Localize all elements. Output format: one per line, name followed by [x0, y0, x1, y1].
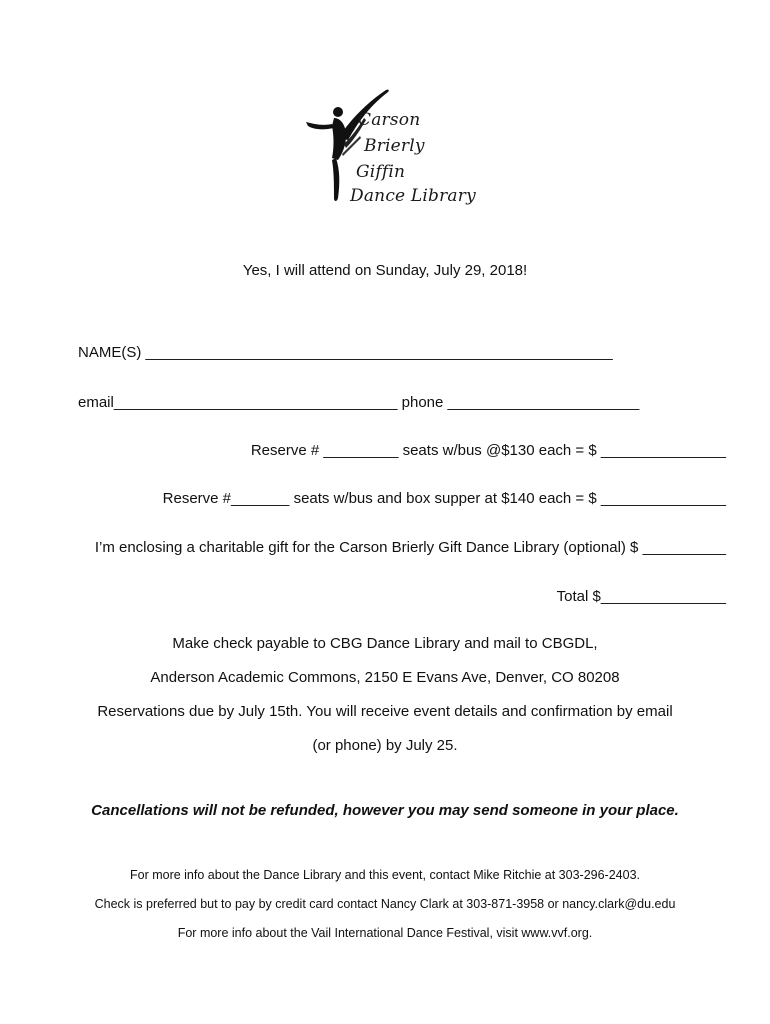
contact-line-1: For more info about the Dance Library and this event, contact Mike Ritchie at 303-296-2403.	[129, 868, 640, 882]
payment-instruction-line-3: Reservations due by July 15th. You will receive event details and confirmation by email	[97, 703, 673, 720]
reserve-bus-field[interactable]: Reserve # _________ seats w/bus @$130 each = $ _______________	[250, 442, 726, 459]
payment-instruction-line-2: Anderson Academic Commons, 2150 E Evans Ave, Denver, CO 80208	[150, 669, 620, 686]
contact-line-3: For more info about the Vail International Dance Festival, visit www.vvf.org.	[177, 926, 593, 940]
payment-instruction-line-1: Make check payable to CBG Dance Library and mail to CBGDL,	[172, 635, 598, 652]
email-phone-field[interactable]: email__________________________________ phone _______________________	[78, 394, 640, 411]
payment-instruction-line-4: (or phone) by July 25.	[312, 737, 458, 754]
names-field[interactable]: NAME(S) ________________________________________________________	[78, 344, 613, 361]
attendance-heading: Yes, I will attend on Sunday, July 29, 2018!	[242, 262, 528, 279]
logo-text-line-3: Giffin	[356, 162, 406, 182]
cancellation-notice: Cancellations will not be refunded, however you may send someone in your place.	[91, 802, 679, 819]
dance-library-logo	[300, 84, 476, 212]
total-field[interactable]: Total $_______________	[556, 588, 726, 605]
charitable-gift-field[interactable]: I’m enclosing a charitable gift for the Carson Brierly Gift Dance Library (optional) $ __________	[94, 539, 726, 556]
logo-text-line-1: Carson	[358, 110, 421, 130]
logo-text-line-4: Dance Library	[350, 186, 476, 206]
contact-line-2: Check is preferred but to pay by credit card contact Nancy Clark at 303-871-3958 or nancy.clark@du.edu	[94, 897, 676, 911]
reserve-supper-field[interactable]: Reserve #_______ seats w/bus and box supper at $140 each = $ _______________	[162, 490, 726, 507]
logo-text-line-2: Brierly	[364, 136, 425, 156]
